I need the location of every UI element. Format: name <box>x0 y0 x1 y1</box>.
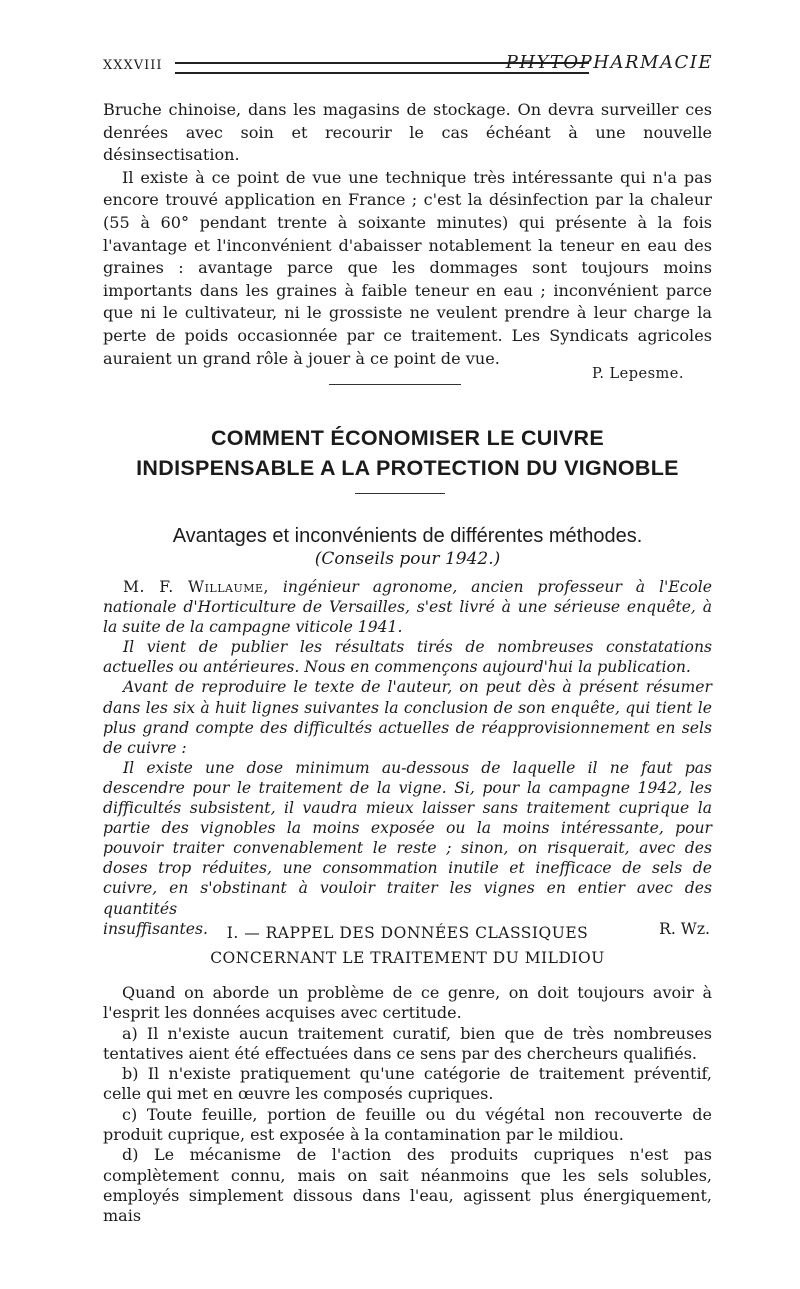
intro-paragraph: Il vient de publier les résultats tirés de nombreuses constatations actuelles ou antérieures. Nous en commençons aujourd'hui la publication. <box>103 638 712 677</box>
body-paragraph: b) Il n'existe pratiquement qu'une catégorie de traitement préventif, celle qui met en œuvre les composés cupriques. <box>103 1064 712 1104</box>
intro-paragraph: M. F. Willaume, ingénieur agronome, ancien professeur à l'Ecole nationale d'Horticulture de Versailles, s'est livré à une sérieuse enquête, à la suite de la campagne viticole 1941. <box>103 578 712 637</box>
paragraph: Bruche chinoise, dans les magasins de stockage. On devra surveiller ces denrées avec soin et recourir le cas échéant à une nouvelle désinsectisation. <box>103 100 712 165</box>
intro-paragraph-end: insuffisantes. R. Wz. <box>103 919 710 938</box>
article-subtitle: Avantages et inconvénients de différentes méthodes. <box>172 525 643 547</box>
body-paragraph: d) Le mécanisme de l'action des produits cupriques n'est pas complètement connu, mais on sait néanmoins que les sels solubles, employés simplement dissous dans l'eau, agissent plus énergiquement, mais <box>103 1145 712 1226</box>
body-paragraph: a) Il n'existe aucun traitement curatif, bien que de très nombreuses tentatives aient été effectuées dans ce sens par des chercheurs qualifiés. <box>103 1023 712 1063</box>
article-title-line2: INDISPENSABLE A LA PROTECTION DU VIGNOBLE <box>136 456 679 480</box>
separator-rule <box>329 384 461 385</box>
paragraph: Il existe à ce point de vue une technique très intéressante qui n'a pas encore trouvé application en France ; c'est la désinfection par la chaleur (55 à 60° pendant trente à soixante minutes) qui présente à la fois l'avantage et l'inconvénient d'abaisser notablement la teneur en eau des graines : avantage parce que les dommages sont toujours moins importants dans les graines à faible teneur en eau ; inconvénient parce que ni le cultivateur, ni le grossiste ne veulent prendre à leur charge la perte de poids occasionnée par ce traitement. Les Syndicats agricoles auraient un grand rôle à jouer à ce point de vue. <box>103 167 712 368</box>
section-title-line1: I. — RAPPEL DES DONNÉES CLASSIQUES <box>226 924 589 942</box>
section-title-line2: CONCERNANT LE TRAITEMENT DU MILDIOU <box>210 948 605 967</box>
article-body <box>103 983 712 1227</box>
section-title <box>103 921 712 970</box>
author-signature: P. Lepesme. <box>592 366 684 382</box>
editor-initials: R. Wz. <box>659 919 710 938</box>
page-number: XXXVIII <box>103 58 163 73</box>
editorial-intro <box>103 577 712 939</box>
body-paragraph: Quand on aborde un problème de ce genre, on doit toujours avoir à l'esprit les données acquises avec certitude. <box>103 983 712 1023</box>
previous-article-text <box>103 99 712 370</box>
running-title: PHYTOPHARMACIE <box>505 52 713 73</box>
article-title-line1: COMMENT ÉCONOMISER LE CUIVRE <box>210 426 605 450</box>
page-header <box>103 52 713 82</box>
author-name: M. F. Willaume, <box>123 578 269 596</box>
intro-paragraph: Avant de reproduire le texte de l'auteur, on peut dès à présent résumer dans les six à huit lignes suivantes la conclusion de son enquête, qui tient le plus grand compte des difficultés actuelles de réapprovisionnement en sels de cuivre : <box>103 678 712 757</box>
body-paragraph: c) Toute feuille, portion de feuille ou du végétal non recouverte de produit cuprique, est exposée à la contamination par le mildiou. <box>103 1104 712 1145</box>
title-rule <box>355 493 445 494</box>
article-subtitle-note: (Conseils pour 1942.) <box>314 549 501 569</box>
intro-paragraph: Il existe une dose minimum au-dessous de laquelle il ne faut pas descendre pour le traitement de la vigne. Si, pour la campagne 1942, les difficultés subsistent, il vaudra mieux laisser sans traitement cuprique la partie des vignobles la moins exposée ou la moins intéressante, pour pouvoir traiter convenablement le reste ; sinon, on risquerait, avec des doses trop réduites, une consommation inutile et inefficace de sels de cuivre, en s'obstinant à vouloir traiter les vignes en entier avec des quantités <box>103 758 712 918</box>
